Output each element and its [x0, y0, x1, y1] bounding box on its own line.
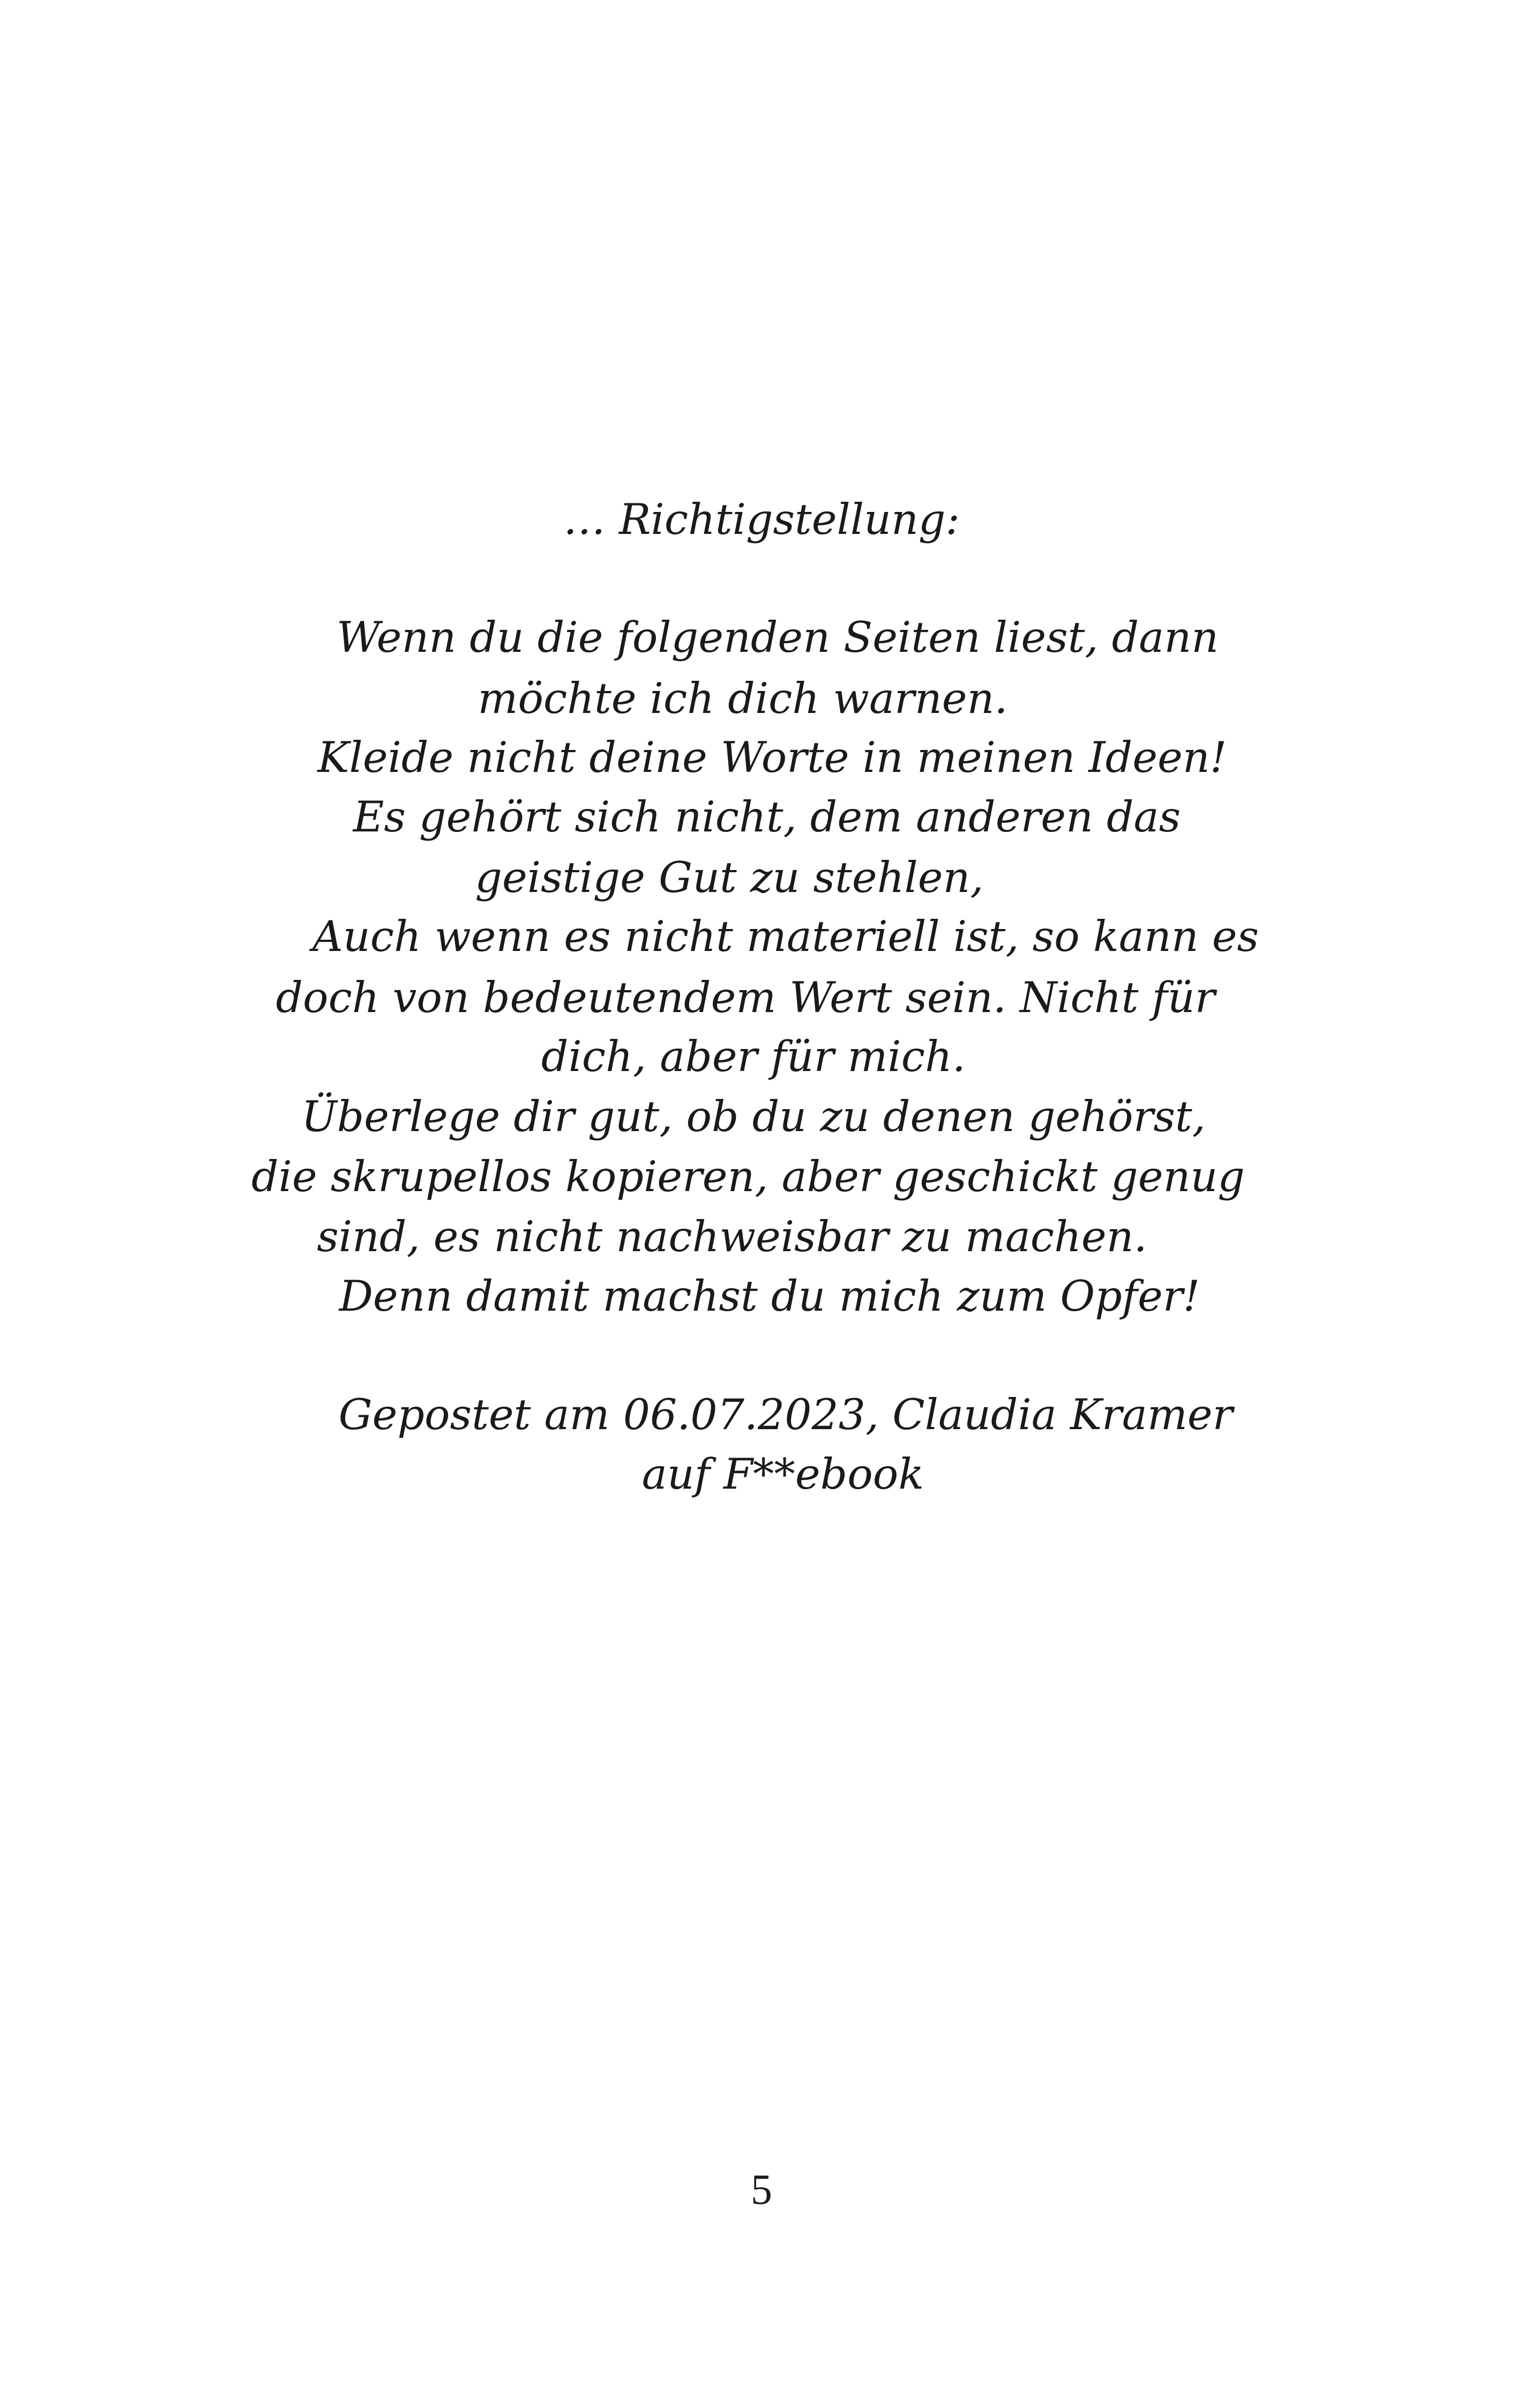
- page-number: 5: [751, 2166, 772, 2213]
- paragraph-line: möchte ich dich warnen.: [477, 674, 1008, 723]
- paragraph-line: geistige Gut zu stehlen,: [475, 853, 984, 902]
- paragraph-line: die skrupellos kopieren, aber geschickt genug: [251, 1152, 1245, 1201]
- paragraph-line: Denn damit machst du mich zum Opfer!: [339, 1272, 1200, 1321]
- paragraph-line: Wenn du die folgenden Seiten liest, dann: [336, 613, 1219, 662]
- signature-line: Gepostet am 06.07.2023, Claudia Kramer: [338, 1390, 1233, 1439]
- signature-line: auf F**ebook: [641, 1450, 924, 1499]
- paragraph-line: Es gehört sich nicht, dem anderen das: [353, 792, 1181, 842]
- paragraph-line: Kleide nicht deine Worte in meinen Ideen!: [317, 733, 1227, 782]
- paragraph-line: sind, es nicht nachweisbar zu machen.: [317, 1212, 1147, 1261]
- paragraph-line: dich, aber für mich.: [541, 1032, 966, 1081]
- heading: … Richtigstellung:: [563, 495, 960, 544]
- paragraph-line: doch von bedeutendem Wert sein. Nicht für: [275, 973, 1215, 1022]
- paragraph-line: Überlege dir gut, ob du zu denen gehörst,: [301, 1092, 1206, 1141]
- paragraph-line: Auch wenn es nicht materiell ist, so kann es: [312, 912, 1259, 961]
